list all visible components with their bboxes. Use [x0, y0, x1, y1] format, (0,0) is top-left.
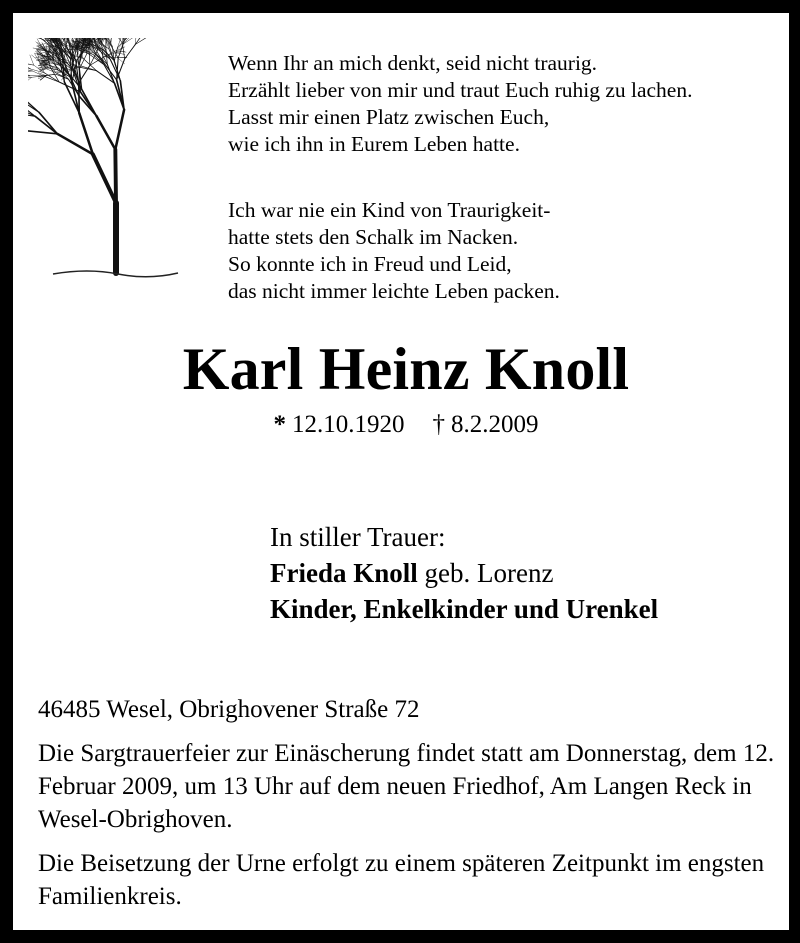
tree-branch [40, 68, 47, 71]
tree-branch [125, 44, 136, 59]
mourning-intro: In stiller Trauer: [270, 522, 446, 552]
spouse-name: Frieda Knoll [270, 558, 418, 588]
poem [228, 37, 692, 318]
tree-branch [64, 82, 79, 113]
poem-line: das nicht immer leichte Leben packen. [228, 279, 560, 303]
poem-line: Lasst mir einen Platz zwischen Euch, [228, 105, 550, 129]
tree-branch [93, 154, 116, 203]
tree-branch [32, 71, 43, 76]
urn-burial-text: Die Beisetzung der Urne erfolgt zu einem späteren Zeitpunkt im engsten Familienkreis. [38, 850, 765, 910]
spouse [270, 555, 658, 591]
death-date: 8.2.2009 [451, 411, 539, 438]
tree-branch [115, 110, 124, 150]
address: 46485 Wesel, Obrighovener Straße 72 [38, 696, 420, 723]
death-cross-icon: † [432, 411, 445, 438]
tree-branch [28, 76, 32, 77]
poem-line: Ich war nie ein Kind von Traurigkeit- [228, 198, 551, 222]
tree-branch [115, 150, 116, 203]
spouse-maiden-name: geb. Lorenz [417, 558, 554, 588]
funeral-details [38, 737, 788, 924]
obituary-notice [13, 13, 789, 930]
poem-line: wie ich ihn in Eurem Leben hatte. [228, 132, 520, 156]
tree-branch [28, 77, 32, 83]
tree-branch [97, 116, 116, 149]
life-dates [13, 411, 799, 439]
funeral-ceremony-text: Die Sargtrauerfeier zur Einäscherung findet statt am Donnerstag, dem 12. Februar 2009, um 13 Uhr auf dem neuen Friedhof, Am Langen Reck in Wesel-Obrighoven. [38, 740, 775, 833]
poem-line: Wenn Ihr an mich denkt, seid nicht traurig. [228, 51, 598, 75]
tree-illustration-icon [28, 38, 208, 283]
tree-branch [28, 72, 30, 76]
poem-line: hatte stets den Schalk im Nacken. [228, 225, 519, 249]
mourners [270, 519, 658, 627]
birth-date: 12.10.1920 [292, 411, 405, 438]
birth-star-icon: * [273, 411, 286, 438]
tree-branch [39, 112, 57, 133]
family-members: Kinder, Enkelkinder und Urenkel [270, 594, 659, 624]
poem-line: Erzählt lieber von mir und traut Euch ruhig zu lachen. [228, 78, 693, 102]
poem-line: So konnte ich in Freud und Leid, [228, 252, 512, 276]
deceased-name: Karl Heinz Knoll [182, 336, 630, 402]
